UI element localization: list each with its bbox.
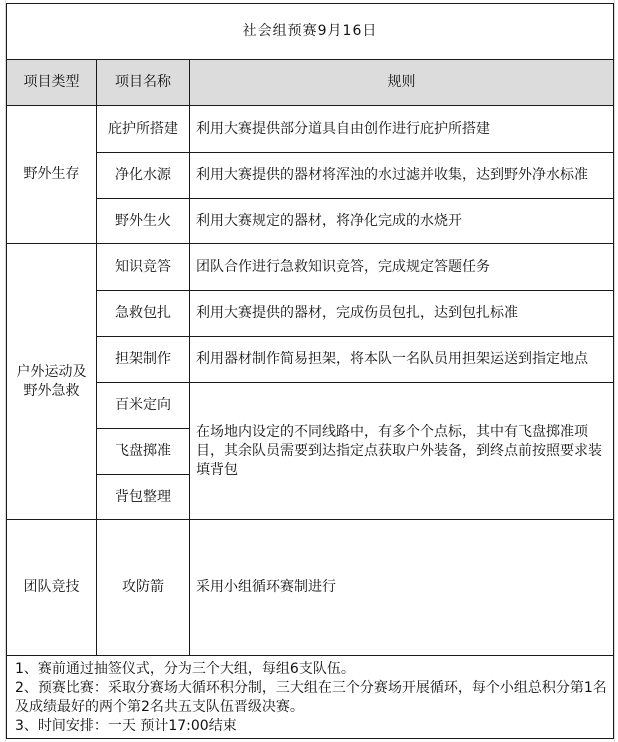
header-category[interactable]: 项目类型 (7, 60, 97, 106)
header-item-name[interactable]: 项目名称 (97, 60, 190, 106)
item-name-shelter[interactable]: 庇护所搭建 (97, 106, 190, 153)
item-name-fire[interactable]: 野外生火 (97, 199, 190, 244)
item-name-quiz[interactable]: 知识竞答 (97, 244, 190, 291)
gridline-right (614, 0, 618, 742)
item-rule-shelter[interactable]: 利用大赛提供部分道具自由创作进行庇护所搭建 (190, 106, 614, 153)
item-name-orienteering[interactable]: 百米定向 (97, 383, 190, 429)
category-wild-survival[interactable]: 野外生存 (7, 106, 97, 244)
item-name-archery[interactable]: 攻防箭 (97, 520, 190, 656)
item-rule-bandage[interactable]: 利用大赛提供的器材，完成伤员包扎，达到包扎标准 (190, 291, 614, 337)
item-rule-quiz[interactable]: 团队合作进行急救知识竞答，完成规定答题任务 (190, 244, 614, 291)
table-title[interactable]: 社会组预赛9月16日 (7, 4, 614, 60)
item-rule-archery[interactable]: 采用小组循环赛制进行 (190, 520, 614, 656)
note-line-2: 2、预赛比赛：采取分赛场大循环积分制，三大组在三个分赛场开展循环，每个小组总积分第1名及成绩最好的两个第2名共五支队伍晋级决赛。 (15, 680, 607, 715)
item-rule-fire[interactable]: 利用大赛规定的器材，将净化完成的水烧开 (190, 199, 614, 244)
item-name-frisbee[interactable]: 飞盘掷准 (97, 429, 190, 475)
competition-schedule-table (6, 3, 614, 739)
item-name-water[interactable]: 净化水源 (97, 153, 190, 199)
notes-cell[interactable] (7, 656, 614, 739)
note-line-3: 3、时间安排：一天 预计17:00结束 (15, 718, 237, 734)
item-rule-stretcher[interactable]: 利用器材制作简易担架，将本队一名队员用担架运送到指定地点 (190, 337, 614, 383)
category-outdoor-first-aid[interactable]: 户外运动及野外急救 (7, 244, 97, 520)
note-line-1: 1、赛前通过抽签仪式，分为三个大组，每组6支队伍。 (15, 661, 355, 677)
item-name-backpack[interactable]: 背包整理 (97, 475, 190, 520)
item-rule-water[interactable]: 利用大赛提供的器材将浑浊的水过滤并收集，达到野外净水标准 (190, 153, 614, 199)
item-rule-combined[interactable]: 在场地内设定的不同线路中，有多个个点标，其中有飞盘掷准项目，其余队员需要到达指定点获取户外装备，到终点前按照要求装填背包 (190, 383, 614, 520)
item-name-bandage[interactable]: 急救包扎 (97, 291, 190, 337)
item-name-stretcher[interactable]: 担架制作 (97, 337, 190, 383)
category-team-competition[interactable]: 团队竞技 (7, 520, 97, 656)
header-rules[interactable]: 规则 (190, 60, 614, 106)
